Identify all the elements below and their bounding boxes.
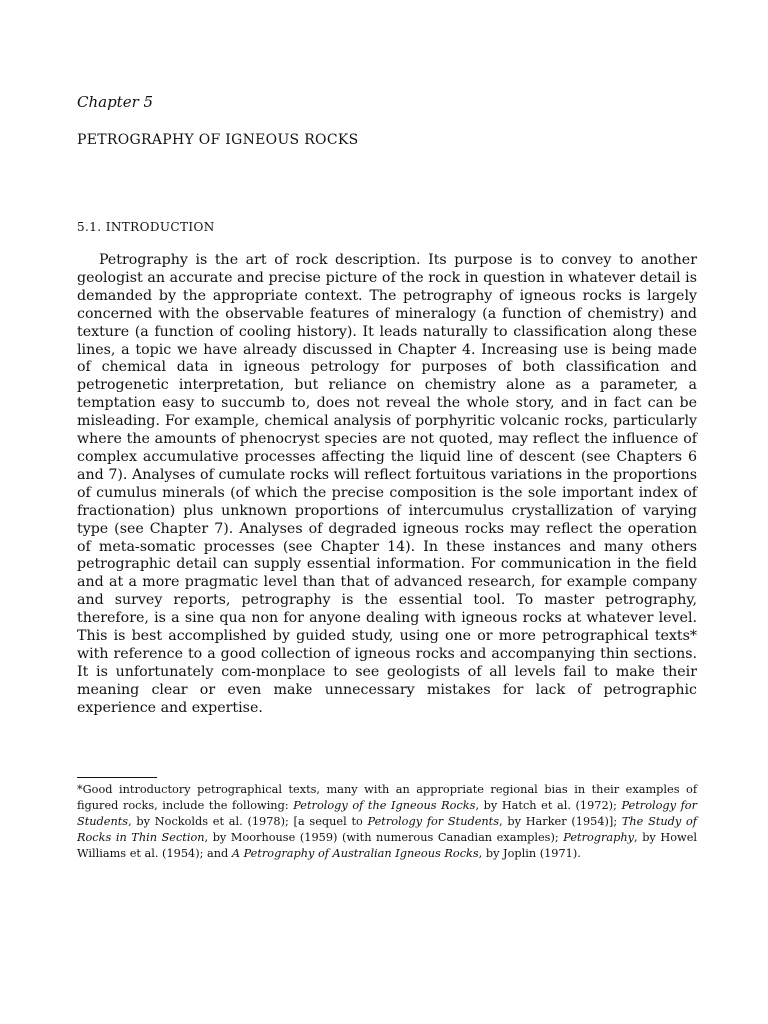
chapter-title: PETROGRAPHY OF IGNEOUS ROCKS xyxy=(77,132,359,148)
footnote-book-title: Petrology of the Igneous Rocks xyxy=(293,799,476,813)
footnote-book-title: The Study of Rocks in Thin Section xyxy=(77,815,697,845)
footnote-text: , by Nockolds et al. (1978); [a sequel to xyxy=(128,815,368,829)
footnote-book-title: Petrology for Students xyxy=(77,799,697,829)
footnote-text: , by Moorhouse (1959) (with numerous Canadian examples); xyxy=(204,831,564,845)
section-heading: 5.1. INTRODUCTION xyxy=(77,220,215,234)
footnote-book-title: Petrology for Students xyxy=(367,815,500,829)
body-paragraph: Petrography is the art of rock description. Its purpose is to convey to another geologist an accurate and precise picture of the rock in question in whatever detail is demanded by the appropriate context. The petrography of igneous rocks is largely concerned with the observable features of mineralogy (a function of chemistry) and texture (a function of cooling history). It leads naturally to classification along these lines, a topic we have already discussed in Chapter 4. Increasing use is being made of chemical data in igneous petrology for purposes of both classification and petrogenetic interpretation, but reliance on chemistry alone as a parameter, a temptation easy to succumb to, does not reveal the whole story, and in fact can be misleading. For example, chemical analysis of porphyritic volcanic rocks, particularly where the amounts of phenocryst species are not quoted, may reflect the influence of complex accumulative processes affecting the liquid line of descent (see Chapters 6 and 7). Analyses of cumulate rocks will reflect fortuitous variations in the proportions of cumulus minerals (of which the precise composition is the sole important index of fractionation) plus unknown proportions of intercumulus crystallization of varying type (see Chapter 7). Analyses of degraded igneous rocks may reflect the operation of meta-somatic processes (see Chapter 14). In these instances and many others petrographic detail can supply essential information. For communication in the field and at a more pragmatic level than that of advanced research, for example company and survey reports, petrography is the essential tool. To master petrography, therefore, is a sine qua non for anyone dealing with igneous rocks at whatever level. This is best accomplished by guided study, using one or more petrographical texts* with reference to a good collection of igneous rocks and accompanying thin sections. It is unfortunately com-monplace to see geologists of all levels fail to make their meaning clear or even make unnecessary mistakes for lack of petrographic experience and expertise. xyxy=(77,252,697,716)
footnote-text: , by Howel Williams et al. (1954); and xyxy=(77,831,698,861)
footnote-text: *Good introductory petrographical texts, many with an appropriate regional bias in their examples of figured rocks, include the following: xyxy=(77,783,697,813)
footnote-text: , by Joplin (1971). xyxy=(478,847,581,861)
footnote-book-title: Petrography xyxy=(563,831,635,845)
footnote-rule xyxy=(77,777,157,778)
chapter-label: Chapter 5 xyxy=(77,93,154,111)
footnote-text: , by Hatch et al. (1972); xyxy=(475,799,622,813)
footnote-text: , by Harker (1954)]; xyxy=(499,815,622,829)
footnote xyxy=(77,782,697,862)
footnote-book-title: A Petrography of Australian Igneous Rocks xyxy=(231,847,479,861)
